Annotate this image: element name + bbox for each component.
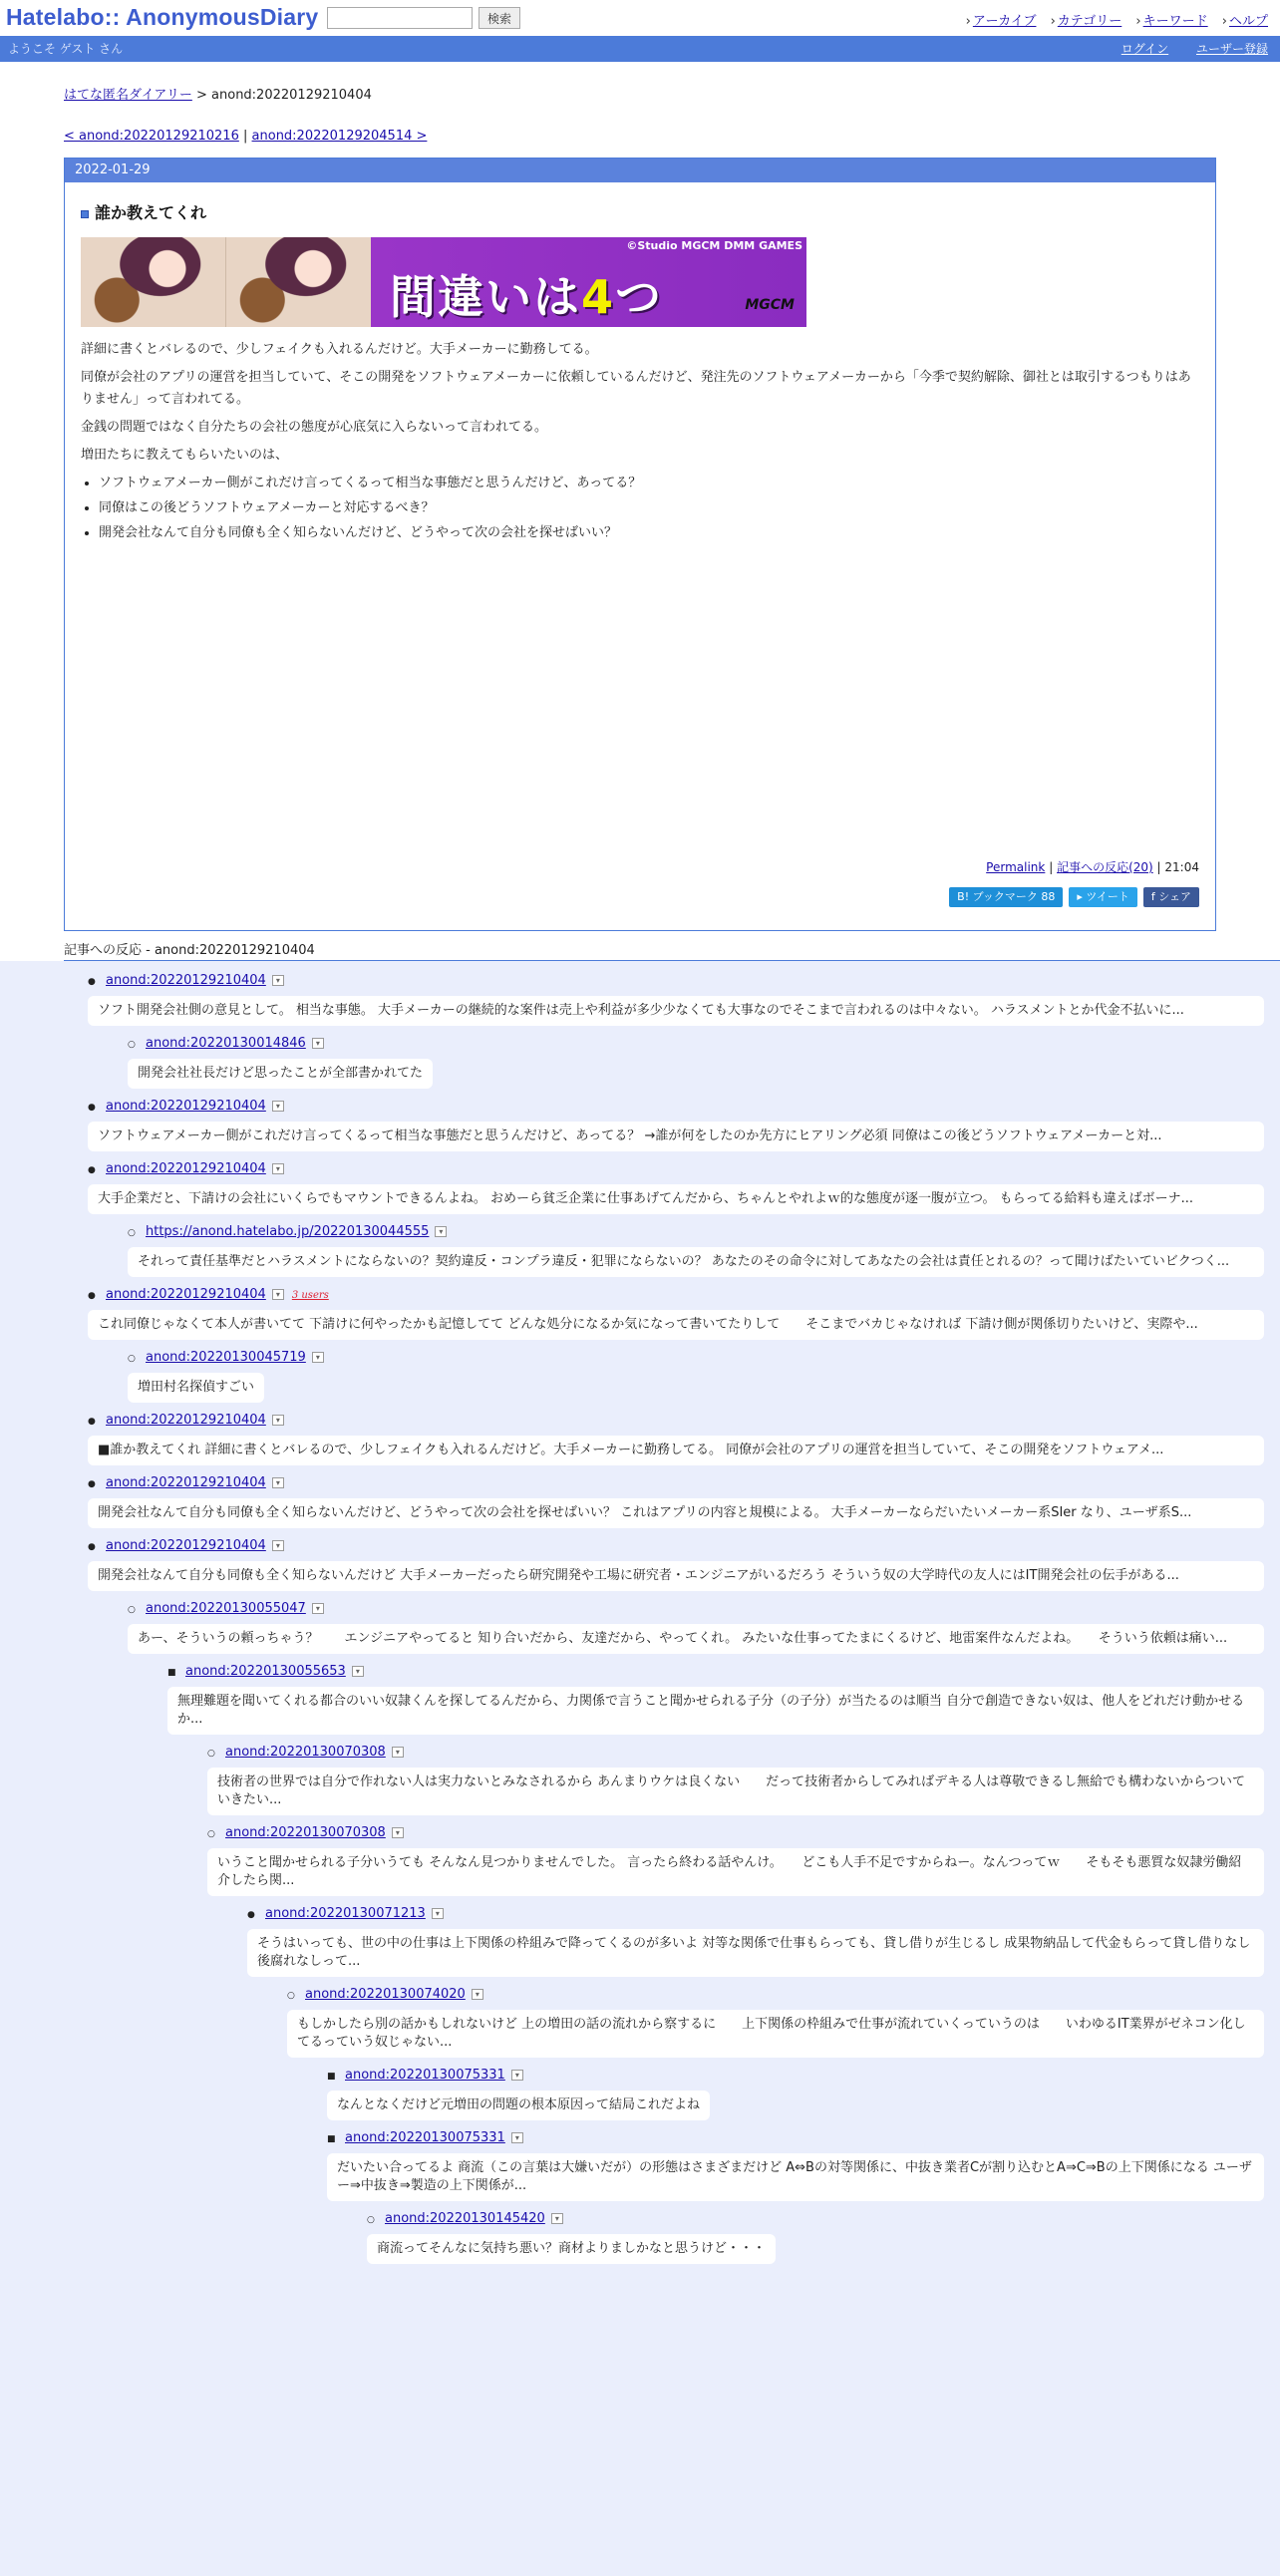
entry-time: 21:04 xyxy=(1164,860,1199,874)
reaction-header xyxy=(367,2211,1280,2228)
reaction-item xyxy=(327,2068,1280,2120)
dropdown-toggle-icon[interactable]: ▾ xyxy=(392,1827,404,1838)
footer-sep: | xyxy=(1049,860,1054,874)
list-bullet-icon: ■ xyxy=(327,2134,336,2144)
reactions-count-link[interactable]: 記事への反応(20) xyxy=(1057,860,1153,874)
reaction-item xyxy=(88,1538,1280,1591)
reaction-header xyxy=(287,1987,1280,2004)
tweet-label: ツイート xyxy=(1086,890,1129,903)
reaction-id-link[interactable]: anond:20220130071213 xyxy=(265,1906,426,1921)
entry-footer xyxy=(986,858,1199,875)
reaction-id-link[interactable]: anond:20220130070308 xyxy=(225,1825,386,1840)
reaction-id-link[interactable]: anond:20220130055047 xyxy=(146,1601,306,1616)
reaction-id-link[interactable]: anond:20220130070308 xyxy=(225,1745,386,1760)
breadcrumb-root[interactable]: はてな匿名ダイアリー xyxy=(64,88,192,103)
top-nav xyxy=(956,10,1268,29)
reaction-item xyxy=(88,1161,1280,1214)
banner-headline-b: つ xyxy=(615,270,664,324)
reaction-item xyxy=(207,1825,1280,1896)
hatena-bookmark-count: 88 xyxy=(1041,890,1056,903)
entry-body xyxy=(81,339,1199,544)
reaction-header xyxy=(128,1224,1280,1241)
reaction-header xyxy=(88,973,1280,990)
hatena-bookmark-button[interactable] xyxy=(949,887,1063,907)
dropdown-toggle-icon[interactable]: ▾ xyxy=(272,1101,284,1112)
login-link[interactable]: ログイン xyxy=(1120,42,1169,56)
reaction-item xyxy=(88,1099,1280,1151)
list-bullet-icon: ○ xyxy=(207,1749,215,1759)
share-buttons xyxy=(949,887,1199,907)
day-section xyxy=(64,158,1216,931)
breadcrumb xyxy=(64,84,1216,103)
reaction-item xyxy=(88,1287,1280,1340)
facebook-share-button[interactable] xyxy=(1143,887,1199,907)
reaction-id-link[interactable]: anond:20220129210404 xyxy=(106,1538,266,1553)
dropdown-toggle-icon[interactable]: ▾ xyxy=(272,1415,284,1426)
list-bullet-icon: ● xyxy=(88,1542,96,1552)
dropdown-toggle-icon[interactable]: ▾ xyxy=(435,1226,447,1237)
reaction-header xyxy=(88,1538,1280,1555)
reaction-excerpt: だいたい合ってるよ 商流（この言葉は大嫌いだが）の形態はさまざまだけど A⇔Bの対等関係に、中抜き業者Cが割り込むとA⇒C⇒Bの上下関係になる ユーザー⇒中抜き⇒製造の上下関係が... xyxy=(327,2153,1264,2201)
reaction-header xyxy=(88,1161,1280,1178)
dropdown-toggle-icon[interactable]: ▾ xyxy=(511,2132,523,2143)
reaction-header xyxy=(327,2130,1280,2147)
reaction-id-link[interactable]: anond:20220130055653 xyxy=(185,1664,346,1679)
top-header xyxy=(0,0,1280,36)
ad-banner[interactable] xyxy=(81,237,806,327)
entry-title-text: 誰か教えてくれ xyxy=(95,203,207,222)
entry-question-item: • ソフトウェアメーカー側がこれだけ言ってくるって相当な事態だと思うんだけど、あってる？ xyxy=(99,473,1199,494)
dropdown-toggle-icon[interactable]: ▾ xyxy=(272,1289,284,1300)
reaction-item xyxy=(327,2130,1280,2201)
list-bullet-icon: ● xyxy=(88,977,96,987)
dropdown-toggle-icon[interactable]: ▾ xyxy=(312,1603,324,1614)
banner-headline-a: 間違いは xyxy=(390,270,581,324)
list-bullet-icon: ■ xyxy=(167,1668,176,1678)
reaction-excerpt: もしかしたら別の話かもしれないけど 上の増田の話の流れから察するに 上下関係の枠組みで仕事が流れていくっていうのは いわゆるIT業界がゼネコン化してるっていう奴じゃない... xyxy=(287,2010,1264,2058)
tweet-button[interactable] xyxy=(1069,887,1136,907)
reaction-header xyxy=(247,1906,1280,1923)
reaction-id-link[interactable]: anond:20220129210404 xyxy=(106,1413,266,1428)
reaction-excerpt: そうはいっても、世の中の仕事は上下関係の枠組みで降ってくるのが多いよ 対等な関係で仕事もらっても、貸し借りが生じるし 成果物納品して代金もらって貸し借りなし後腐れなしって... xyxy=(247,1929,1264,1977)
entry-pager xyxy=(64,129,1216,144)
reaction-header xyxy=(327,2068,1280,2085)
reaction-id-link[interactable]: anond:20220130075331 xyxy=(345,2130,505,2145)
reaction-header xyxy=(128,1350,1280,1367)
reaction-item xyxy=(128,1601,1280,1654)
entry-title xyxy=(81,200,1215,223)
prev-entry-link[interactable]: < anond:20220129210216 xyxy=(64,129,239,144)
day-date: 2022-01-29 xyxy=(65,159,1215,182)
reaction-item xyxy=(247,1906,1280,1977)
list-bullet-icon: ● xyxy=(247,1910,255,1920)
reaction-header xyxy=(88,1287,1280,1304)
reaction-id-link[interactable]: https://anond.hatelabo.jp/20220130044555 xyxy=(146,1224,430,1239)
reaction-id-link[interactable]: anond:20220129210404 xyxy=(106,1161,266,1176)
entry-paragraph: 詳細に書くとバレるので、少しフェイクも入れるんだけど。大手メーカーに勤務してる。 xyxy=(81,342,598,357)
list-bullet-icon: ○ xyxy=(128,1228,136,1238)
search-button[interactable]: 検索 xyxy=(479,7,520,29)
reaction-item xyxy=(88,973,1280,1026)
next-entry-link[interactable]: anond:20220129204514 > xyxy=(251,129,428,144)
reaction-excerpt: それって責任基準だとハラスメントにならないの？契約違反・コンプラ違反・犯罪にならないの？ あなたのその命令に対してあなたの会社は責任とれるの？って聞けばたいていビクつく... xyxy=(128,1247,1264,1277)
banner-headline xyxy=(390,261,663,327)
reaction-id-link[interactable]: anond:20220130074020 xyxy=(305,1987,466,2002)
user-bar xyxy=(0,36,1280,62)
main-content xyxy=(0,84,1280,931)
list-bullet-icon: ● xyxy=(88,1291,96,1301)
reaction-header xyxy=(88,1099,1280,1116)
dropdown-toggle-icon[interactable]: ▾ xyxy=(272,1540,284,1551)
footer-sep: | xyxy=(1156,860,1161,874)
keyword-link[interactable]: › キーワード xyxy=(1135,14,1207,29)
permalink-link[interactable]: Permalink xyxy=(986,860,1046,874)
reactions-header-wrap xyxy=(0,939,1280,961)
list-bullet-icon: ● xyxy=(88,1103,96,1113)
entry-paragraph: 増田たちに教えてもらいたいのは、 xyxy=(81,448,289,463)
archive-link[interactable]: › アーカイブ xyxy=(966,14,1037,29)
title-square-icon[interactable] xyxy=(81,210,89,218)
site-logo[interactable]: Hatelabo:: AnonymousDiary xyxy=(6,4,319,30)
reaction-header xyxy=(88,1413,1280,1430)
reaction-id-link[interactable]: anond:20220130075331 xyxy=(345,2068,505,2083)
entry-question-item: • 同僚はこの後どうソフトウェアメーカーと対応するべき？ xyxy=(99,497,1199,519)
list-bullet-icon: ● xyxy=(88,1479,96,1489)
dropdown-toggle-icon[interactable]: ▾ xyxy=(312,1038,324,1049)
reaction-header xyxy=(167,1664,1280,1681)
reactions-tree xyxy=(0,961,1280,2576)
facebook-icon: f xyxy=(1150,890,1155,903)
entry-question-item: • 開発会社なんて自分も同僚も全く知らないんだけど、どうやって次の会社を探せばいい？ xyxy=(99,522,1199,544)
list-bullet-icon: ○ xyxy=(128,1040,136,1050)
reaction-id-link[interactable]: anond:20220130045719 xyxy=(146,1350,306,1365)
reaction-item xyxy=(128,1350,1280,1403)
reaction-excerpt: ソフト開発会社側の意見として。 相当な事態。 大手メーカーの継続的な案件は売上や利益が多少少なくても大事なのでそこまで言われるのは中々ない。 ハラスメントとか代金不払いに... xyxy=(88,996,1264,1026)
reaction-id-link[interactable]: anond:20220130014846 xyxy=(146,1036,306,1051)
list-bullet-icon: ● xyxy=(88,1165,96,1175)
reaction-item xyxy=(128,1224,1280,1277)
dropdown-toggle-icon[interactable]: ▾ xyxy=(272,1163,284,1174)
reaction-excerpt: これ同僚じゃなくて本人が書いてて 下請けに何やったかも記憶してて どんな処分になるか気になって書いてたりして そこまでバカじゃなければ 下請け側が関係切りたいけど、実際や... xyxy=(88,1310,1264,1340)
list-bullet-icon: ○ xyxy=(207,1829,215,1839)
reaction-item xyxy=(207,1745,1280,1815)
reaction-header xyxy=(128,1036,1280,1053)
facebook-share-label: シェア xyxy=(1158,890,1191,903)
category-link[interactable]: › カテゴリー xyxy=(1051,14,1122,29)
entry-paragraph: 同僚が会社のアプリの運営を担当していて、そこの開発をソフトウェアメーカーに依頼しているんだけど、発注先のソフトウェアメーカーから「今季で契約解除、御社とは取引するつもりはありません」って言われてる。 xyxy=(81,370,1191,407)
welcome-text: ようこそ ゲスト さん xyxy=(8,42,124,56)
banner-copyright: ©Studio MGCM DMM GAMES xyxy=(626,239,802,252)
hatena-bookmark-label: B! ブックマーク xyxy=(957,890,1038,903)
reaction-excerpt: 技術者の世界では自分で作れない人は実力ないとみなされるから あんまりウケは良くない だって技術者からしてみればデキる人は尊敬できるし無給でも構わないからついていきたい... xyxy=(207,1768,1264,1815)
dropdown-toggle-icon[interactable]: ▾ xyxy=(272,1477,284,1488)
dropdown-toggle-icon[interactable]: ▾ xyxy=(432,1908,444,1919)
reaction-excerpt: 商流ってそんなに気持ち悪い？商材よりましかなと思うけど・・・ xyxy=(367,2234,776,2264)
reaction-excerpt: 大手企業だと、下請けの会社にいくらでもマウントできるんよね。 おめーら貧乏企業に仕事あげてんだから、ちゃんとやれよｗ的な態度が逐一腹が立つ。 もらってる給料も違えばボーナ... xyxy=(88,1184,1264,1214)
reaction-excerpt: 無理難題を聞いてくれる都合のいい奴隷くんを探してるんだから、力関係で言うこと聞かせられる子分（の子分）が当たるのは順当 自分で創造できない奴は、他人をどれだけ動かせるか... xyxy=(167,1687,1264,1735)
reaction-header xyxy=(128,1601,1280,1618)
list-bullet-icon: ● xyxy=(88,1417,96,1427)
banner-character-image xyxy=(226,237,371,327)
list-bullet-icon: ○ xyxy=(367,2215,375,2225)
reaction-excerpt: なんとなくだけど元増田の問題の根本原因って結局これだよね xyxy=(327,2091,710,2120)
dropdown-toggle-icon[interactable]: ▾ xyxy=(472,1989,483,2000)
dropdown-toggle-icon[interactable]: ▾ xyxy=(551,2213,563,2224)
breadcrumb-current: anond:20220129210404 xyxy=(211,88,372,103)
reaction-item xyxy=(167,1664,1280,1735)
reaction-id-link[interactable]: anond:20220129210404 xyxy=(106,1099,266,1114)
list-bullet-icon: ■ xyxy=(327,2072,336,2082)
banner-headline-four: 4 xyxy=(581,270,616,324)
reaction-excerpt: ソフトウェアメーカー側がこれだけ言ってくるって相当な事態だと思うんだけど、あってる？ →誰が何をしたのか先方にヒアリング必須 同僚はこの後どうソフトウェアメーカーと対... xyxy=(88,1122,1264,1151)
twitter-bird-icon: ▸ xyxy=(1077,890,1083,903)
entry-paragraph: 金銭の問題ではなく自分たちの会社の態度が心底気に入らないって言われてる。 xyxy=(81,420,548,435)
list-bullet-icon: ○ xyxy=(128,1605,136,1615)
reactions-heading: 記事への反応 - anond:20220129210404 xyxy=(64,939,1280,961)
reaction-item xyxy=(367,2211,1280,2264)
reaction-excerpt: あー、そういうの頼っちゃう？ エンジニアやってると 知り合いだから、友達だから、やってくれ。 みたいな仕事ってたまにくるけど、地雷案件なんだよね。 そういう依頼は痛い... xyxy=(128,1624,1264,1654)
entry-question-list xyxy=(81,473,1199,544)
reaction-item xyxy=(88,1413,1280,1465)
bookmark-users-badge[interactable]: 3 users xyxy=(291,1290,329,1301)
reaction-header xyxy=(207,1825,1280,1842)
reaction-item xyxy=(88,1475,1280,1528)
pager-sep: | xyxy=(243,129,248,144)
dropdown-toggle-icon[interactable]: ▾ xyxy=(272,975,284,986)
register-link[interactable]: ユーザー登録 xyxy=(1195,42,1268,56)
reaction-excerpt: ■誰か教えてくれ 詳細に書くとバレるので、少しフェイクも入れるんだけど。大手メーカーに勤務してる。 同僚が会社のアプリの運営を担当していて、そこの開発をソフトウェアメ... xyxy=(88,1436,1264,1465)
reaction-id-link[interactable]: anond:20220129210404 xyxy=(106,1475,266,1490)
reaction-excerpt: 開発会社社長だけど思ったことが全部書かれてた xyxy=(128,1059,433,1089)
banner-character-image xyxy=(81,237,225,327)
reaction-id-link[interactable]: anond:20220129210404 xyxy=(106,973,266,988)
reaction-excerpt: 開発会社なんて自分も同僚も全く知らないんだけど、どうやって次の会社を探せばいい？ これはアプリの内容と規模による。 大手メーカーならだいたいメーカー系SIer なり、ユーザ系S... xyxy=(88,1498,1264,1528)
reaction-header xyxy=(88,1475,1280,1492)
reaction-excerpt: 開発会社なんて自分も同僚も全く知らないんだけど 大手メーカーだったら研究開発や工場に研究者・エンジニアがいるだろう そういう奴の大学時代の友人にはIT開発会社の伝手がある... xyxy=(88,1561,1264,1591)
list-bullet-icon: ○ xyxy=(128,1354,136,1364)
dropdown-toggle-icon[interactable]: ▾ xyxy=(312,1352,324,1363)
dropdown-toggle-icon[interactable]: ▾ xyxy=(352,1666,364,1677)
reaction-item xyxy=(128,1036,1280,1089)
banner-game-logo: MGCM xyxy=(745,297,795,313)
reaction-id-link[interactable]: anond:20220129210404 xyxy=(106,1287,266,1302)
help-link[interactable]: › ヘルプ xyxy=(1222,14,1268,29)
list-bullet-icon: ○ xyxy=(287,1991,295,2001)
reaction-excerpt: いうこと聞かせられる子分いうても そんなん見つかりませんでした。 言ったら終わる話やんけ。 どこも人手不足ですからねー。なんつってｗ そもそも悪質な奴隷労働紹介したら関... xyxy=(207,1848,1264,1896)
search-input[interactable] xyxy=(327,7,473,29)
reaction-item xyxy=(287,1987,1280,2058)
reaction-id-link[interactable]: anond:20220130145420 xyxy=(385,2211,545,2226)
breadcrumb-sep: > xyxy=(195,88,207,103)
reaction-excerpt: 増田村名探偵すごい xyxy=(128,1373,264,1403)
reaction-header xyxy=(207,1745,1280,1762)
dropdown-toggle-icon[interactable]: ▾ xyxy=(511,2070,523,2081)
dropdown-toggle-icon[interactable]: ▾ xyxy=(392,1747,404,1758)
